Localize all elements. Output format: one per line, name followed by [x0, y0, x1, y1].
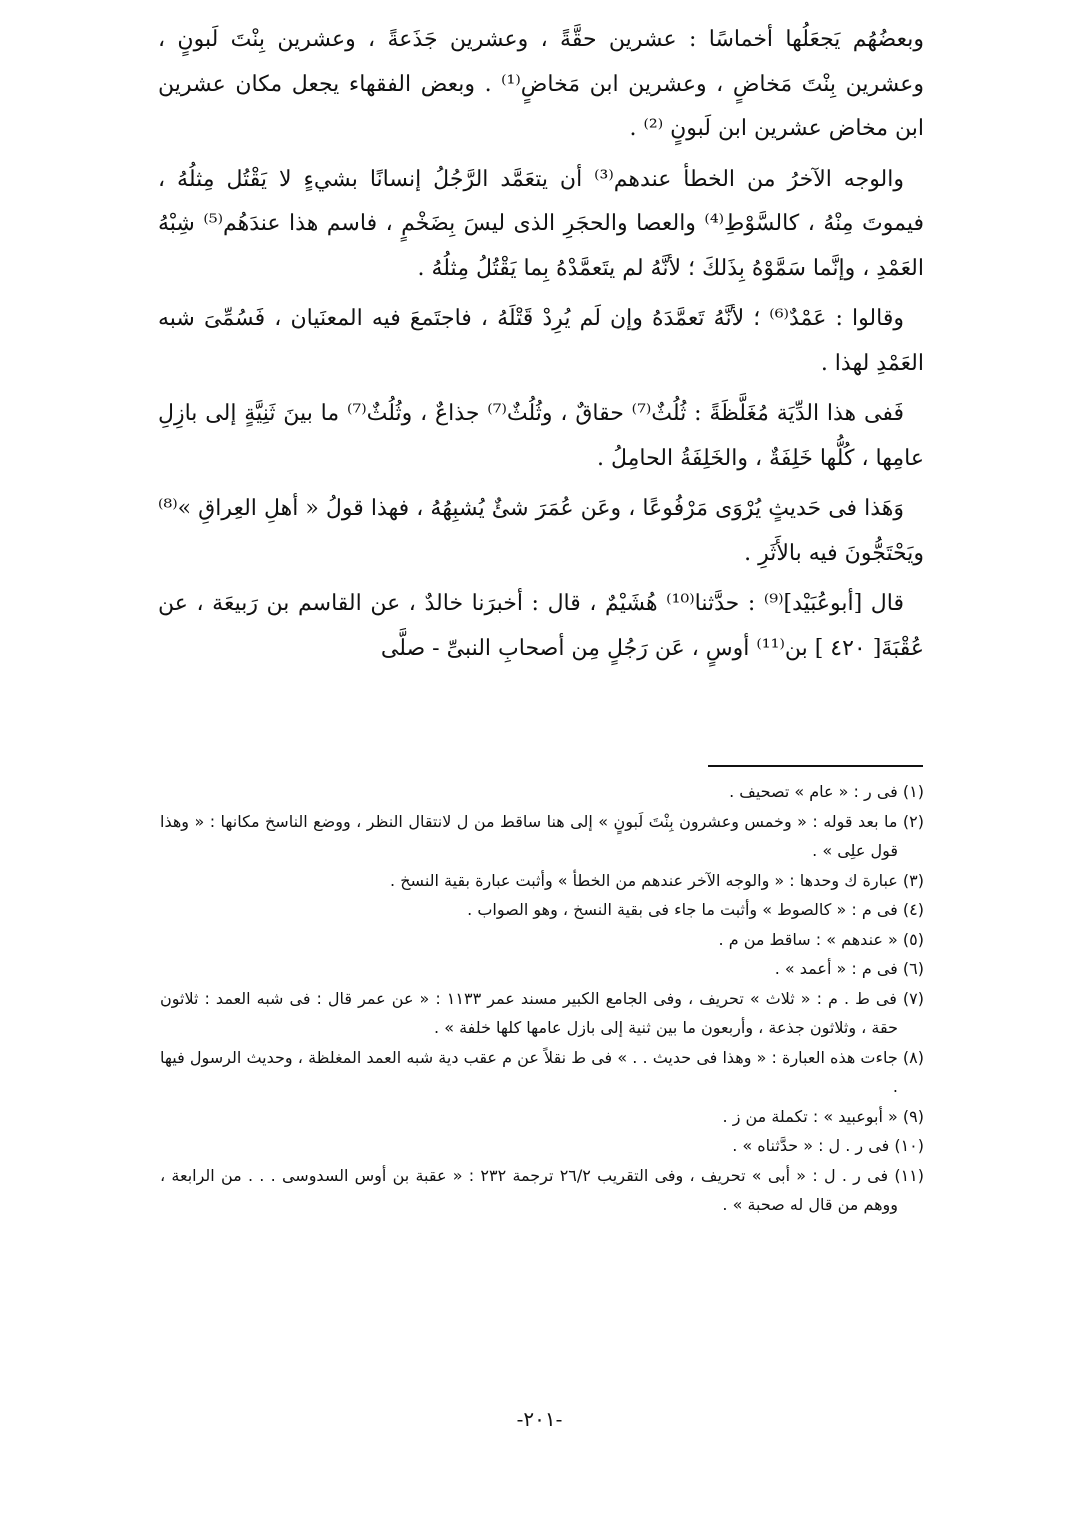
paragraph: وبعضُهُم يَجعَلُها أخماسًا : عشرين حقَّةً ، وعشرين جَذَعةً ، وعشرين بِنْتَ لَبونٍ ، وعشرين بِنْتَ مَخاضٍ ، وعشرين ابن مَخاضٍ⁽¹⁾ . وبعض الفقهاء يجعل مكان عشرين ابن مخاض عشرين ابن لَبونٍ ⁽²⁾ . — [158, 27, 924, 141]
footnote-divider — [708, 765, 923, 767]
footnote: (٤) فى م : « كالصوط » وأثبت ما جاء فى بقية النسخ ، وهو الصواب . — [467, 900, 924, 919]
footnote: (١) فى ر : « عام » تصحيف . — [729, 782, 924, 801]
footnotes — [160, 777, 924, 1220]
footnote: (٩) « أبوعبيد » : تكملة من ز . — [722, 1106, 924, 1126]
paragraph: والوجه الآخرُ من الخطأ عندهم⁽³⁾ أن يتعَمَّد الرَّجُلُ إنسانًا بشيءٍ لا يَقْتُل مِثلُهُ ، فيموتَ مِنْهُ ، كالسَّوْطِ⁽⁴⁾ والعصا والحجَرِ الذى ليسَ بِضَخْمٍ ، فاسم هذا عندَهُم⁽⁵⁾ شِبْهُ العَمْدِ ، وإنَّما سَمَّوْهُ بِذَلكَ ؛ لأنَّهُ لم يتَعمَّدْهُ بِما يَقْتُلُ مِثلُهُ . — [158, 166, 925, 281]
footnote: (١٠) فى ر . ل : « حدَّثناه » . — [732, 1136, 924, 1155]
main-text — [158, 18, 924, 677]
paragraph: وقالوا : عَمْدٌ⁽⁶⁾ ؛ لأنَّهُ تَعمَّدَهُ وإن لَم يُرِدْ قَتْلَهُ ، فاجتَمعَ فيه المعنَيان ، فَسُمِّىَ شبه العَمْدِ لهذا . — [158, 306, 924, 376]
footnote: (٨) جاءت هذه العبارة : « وهذا فى حديث . . » فى ط نقلاً عن م عقب دية شبه العمد المغلظة ، وحديث الرسول فيها . — [160, 1047, 924, 1096]
paragraph: قال [أبوعُبَيْد]⁽⁹⁾ : حدَّثنا⁽¹⁰⁾ هُشَيْمٌ ، قال : أخبرَنا خالدٌ ، عن القاسم بن رَبيعَة ، عن عُقْبَةَ[ ٤٢٠ ] بن⁽¹¹⁾ أوسٍ ، عَن رَجُلٍ مِن أصحابِ النبىِّ - صلَّى — [158, 591, 924, 661]
footnote: (٢) ما بعد قوله : « وخمس وعشرون بِنْتَ لَبونٍ » إلى هنا ساقط من ل لانتقال النظر ، ووضع الناسخ مكانها : « وهذا قول علِى » . — [160, 811, 924, 860]
footnote: (٦) فى م : « أعمد » . — [774, 959, 924, 978]
page-number: -٢٠١- — [516, 1407, 563, 1431]
paragraph: وَهَذا فى حَديثٍ يُرْوَى مَرْفُوعًا ، وعَن عُمَرَ شئٌ يُشبِهُهُ ، فهذا قولُ « أهلِ العِراقِ »⁽⁸⁾ ويَحْتَجُّونَ فيه بالأَثَرِ . — [158, 496, 924, 566]
footnote: (٣) عبارة ك وحدها : « والوجه الآخر عندهم من الخطأ » وأثبت عبارة بقية النسخ . — [390, 870, 924, 890]
footnote: (١١) فى ر . ل : « أبى » تحريف ، وفى التقريب ٢٦/٢ ترجمة ٢٣٢ : « عقبة بن أوس السدوسى . . . من الرابعة ، ووهم من قال له صحبة » . — [160, 1165, 925, 1214]
footnote: (٥) « عندهم » : ساقط من م . — [718, 929, 924, 949]
paragraph: فَفى هذا الدِّيَة مُغَلَّظَةً : ثُلُثٌ⁽⁷⁾ حقاقٌ ، وثُلُثٌ⁽⁷⁾ جذاعٌ ، وثُلُثٌ⁽⁷⁾ ما بينَ ثَنِيَّةٍ إلى بازِلِ عامِها ، كُلُّها خَلِفَةٌ ، والخَلِفَةُ الحامِلُ . — [158, 401, 924, 471]
footnote: (٧) فى ط . م : « ثلاث » تحريف ، وفى الجامع الكبير مسند عمر ١١٣٣ : « عن عمر قال : فى شبه العمد : ثلاثون حقة ، وثلاثون جذعة ، وأربعون ما بين ثنية إلى بازل عامها كلها خلفة » . — [160, 988, 925, 1037]
